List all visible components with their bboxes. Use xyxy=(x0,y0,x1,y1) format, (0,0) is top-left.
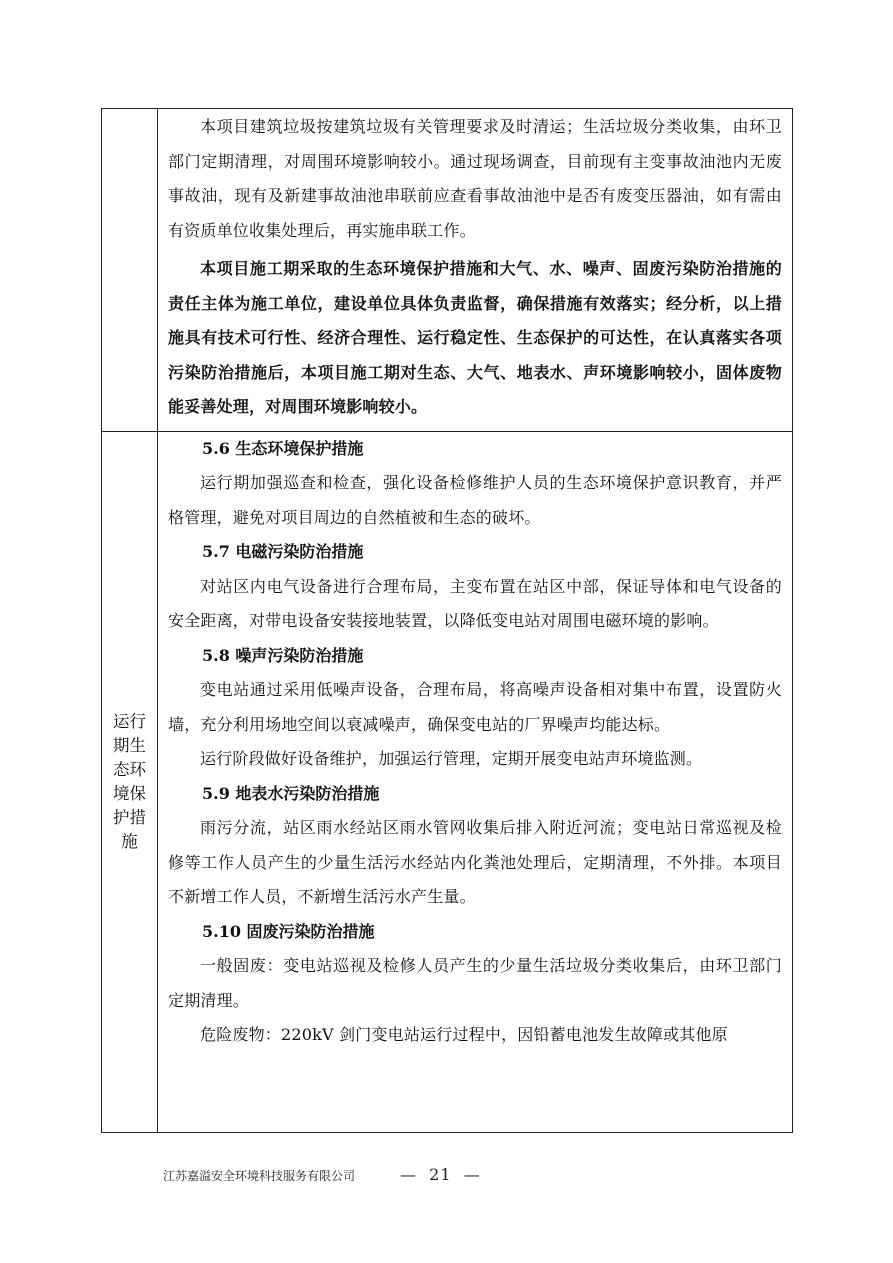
section-heading-5-7: 5.7 电磁污染防治措施 xyxy=(202,542,364,561)
section-heading-5-9: 5.9 地表水污染防治措施 xyxy=(202,783,380,803)
footer-company-name: 江苏嘉溢安全环境科技服务有限公司 xyxy=(163,1169,356,1183)
paragraph-5-9: 雨污分流，站区雨水经站区雨水管网收集后排入附近河流；变电站日常巡视及检修等工作人员产生的少量生活污水经站内化粪池处理后，定期清理，不外排。本项目不新增工作人员，不新增生活污水产生量。 xyxy=(168,818,782,906)
page-footer xyxy=(0,1163,893,1193)
paragraph-waste-cleanup: 本项目建筑垃圾按建筑垃圾有关管理要求及时清运；生活垃圾分类收集，由环卫部门定期清理，对周围环境影响较小。通过现场调查，目前现有主变事故油池内无废事故油，现有及新建事故油池串联前应查看事故油池中是否有废变压器油，如有需由有资质单位收集处理后，再实施串联工作。 xyxy=(168,117,782,240)
section-heading-5-6: 5.6 生态环境保护措施 xyxy=(202,438,364,458)
row-label-operation-measures: 运行期生态环境保护措施 xyxy=(113,711,146,851)
section-heading-5-8: 5.8 噪声污染防治措施 xyxy=(202,645,364,665)
page-number: — 21 — xyxy=(400,1165,481,1184)
paragraph-5-6: 运行期加强巡查和检查，强化设备检修维护人员的生态环境保护意识教育，并严格管理，避免对项目周边的自然植被和生态的破坏。 xyxy=(168,473,782,527)
row-content-cell xyxy=(158,431,793,1132)
paragraph-5-8-b: 运行阶段做好设备维护，加强运行管理，定期开展变电站声环境监测。 xyxy=(200,749,703,768)
paragraph-5-10-b: 危险废物：220kV 剑门变电站运行过程中，因铅蓄电池发生故障或其他原 xyxy=(200,1025,728,1044)
paragraph-5-8-a: 变电站通过采用低噪声设备，合理布局，将高噪声设备相对集中布置，设置防火墙，充分利用场地空间以衰减噪声，确保变电站的厂界噪声均能达标。 xyxy=(168,680,782,734)
row-label-cell xyxy=(102,431,158,1132)
paragraph-5-7: 对站区内电气设备进行合理布局，主变布置在站区中部，保证导体和电气设备的安全距离，对带电设备安装接地装置，以降低变电站对周围电磁环境的影响。 xyxy=(168,576,782,630)
table-row-operation xyxy=(102,431,793,1132)
measures-table xyxy=(101,108,793,1133)
section-heading-5-10: 5.10 固废污染防治措施 xyxy=(202,921,375,941)
table-row-construction xyxy=(102,109,793,432)
row-content-cell xyxy=(158,109,793,432)
paragraph-construction-summary: 本项目施工期采取的生态环境保护措施和大气、水、噪声、固废污染防治措施的责任主体为施工单位，建设单位具体负责监督，确保措施有效落实；经分析，以上措施具有技术可行性、经济合理性、运行稳定性、生态保护的可达性，在认真落实各项污染防治措施后，本项目施工期对生态、大气、地表水、声环境影响较小，固体废物能妥善处理，对周围环境影响较小。 xyxy=(168,259,782,416)
row-label-cell xyxy=(102,109,158,432)
paragraph-5-10-a: 一般固废：变电站巡视及检修人员产生的少量生活垃圾分类收集后，由环卫部门定期清理。 xyxy=(168,956,782,1010)
